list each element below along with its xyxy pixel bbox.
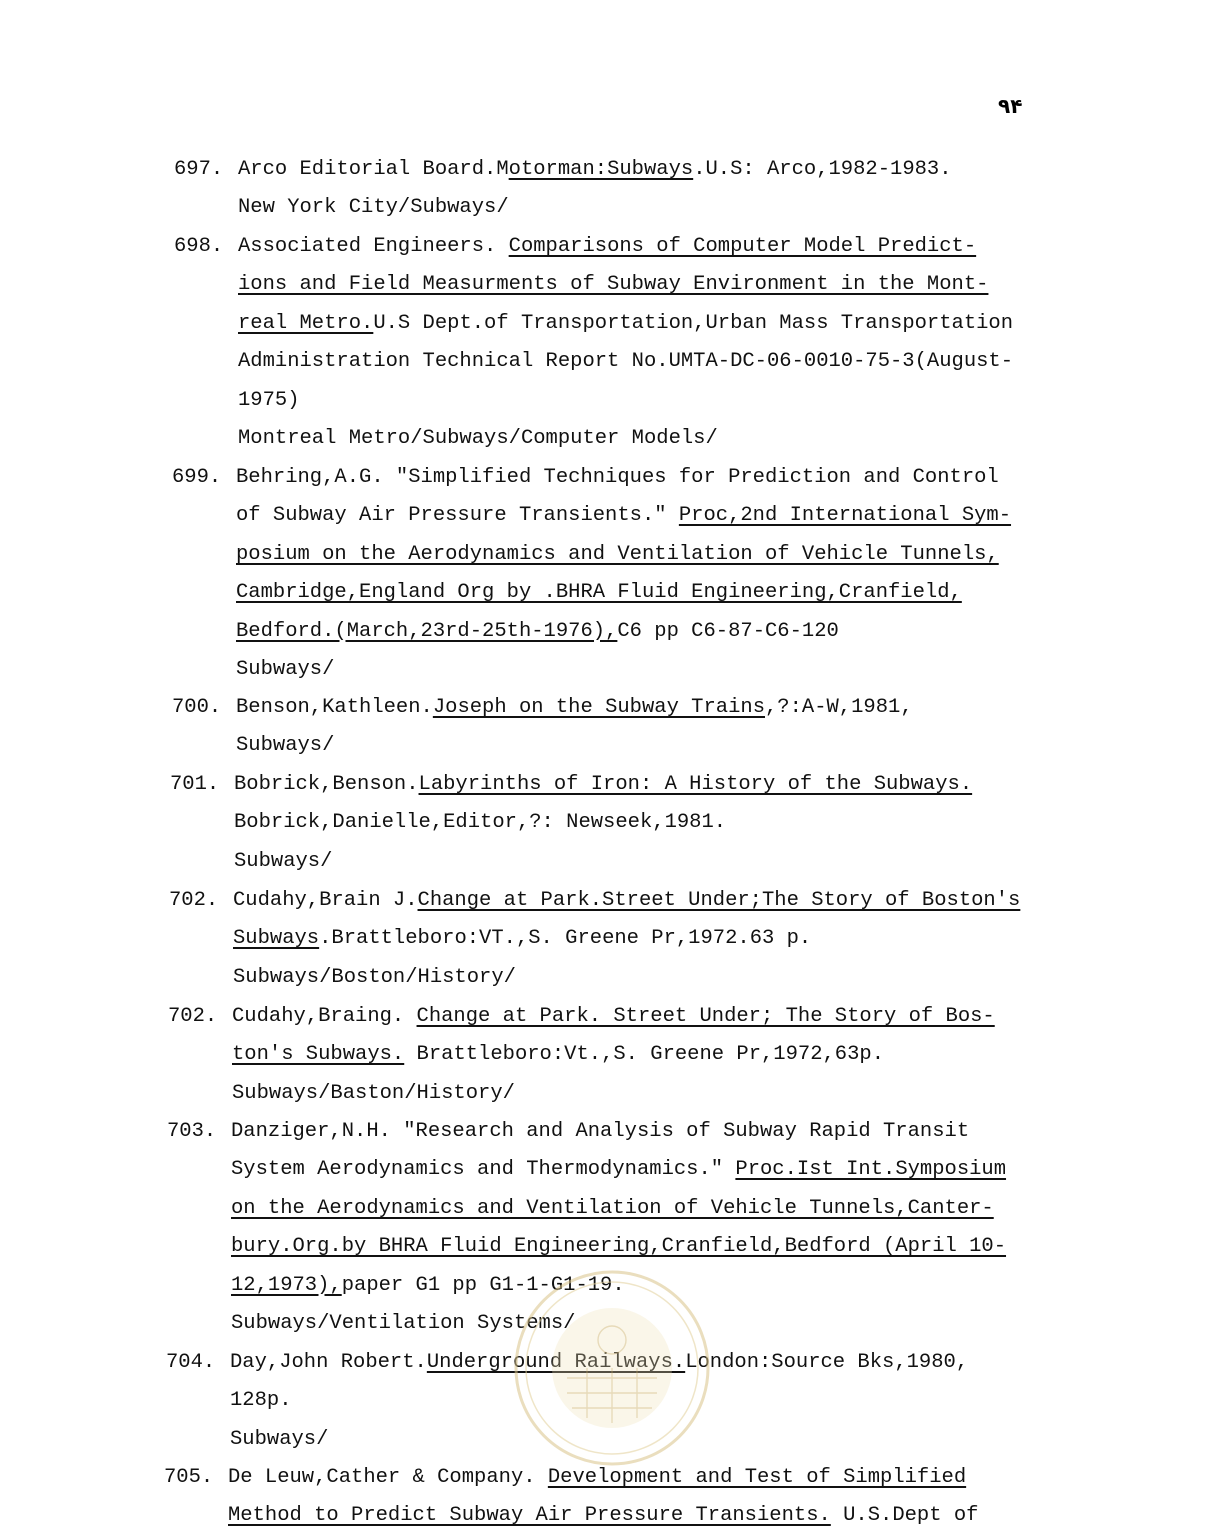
entry-line — [233, 959, 1020, 997]
bibliography-entry — [166, 1344, 969, 1459]
entry-text: U.S Dept.of Transportation,Urban Mass Transportation — [373, 311, 1014, 335]
entry-line — [236, 459, 1011, 497]
bibliography-entry — [174, 228, 1014, 458]
underlined-title-text: Joseph on the Subway Trains — [432, 696, 765, 719]
entry-text: paper G1 pp G1-1-G1-19. — [341, 1273, 625, 1297]
underlined-title-text: Comparisons of Computer Model Predict- — [508, 235, 977, 258]
entry-text: Subways/Boston/History/ — [233, 965, 516, 989]
entry-line — [238, 151, 952, 189]
bibliography-entry — [172, 689, 913, 766]
entry-text: De Leuw,Cather & Company. — [228, 1466, 548, 1489]
entry-text: Benson,Kathleen. — [236, 696, 433, 719]
entry-number: 700. — [172, 696, 222, 719]
entry-text: Subways/Ventilation Systems/ — [231, 1311, 576, 1335]
entry-line — [231, 1113, 1006, 1151]
entry-text: .U.S: Arco,1982-1983. — [693, 158, 952, 181]
entry-text: Arco Editorial Board.M — [238, 158, 509, 181]
entry-line — [236, 727, 913, 765]
entry-line — [231, 1151, 1006, 1189]
underlined-title-text: Proc.Ist Int.Symposium — [735, 1158, 1007, 1182]
entry-text: London:Source Bks,1980, — [685, 1351, 969, 1374]
entry-line — [231, 1228, 1006, 1266]
underlined-title-text: posium on the Aerodynamics and Ventilation of Vehicle Tunnels, — [236, 542, 999, 566]
entry-line — [231, 1190, 1006, 1228]
entry-text: Danziger,N.H. "Research and Analysis of Subway Rapid Transit — [231, 1120, 970, 1143]
entry-line — [230, 1382, 968, 1420]
entry-text: Subways/Baston/History/ — [232, 1081, 515, 1105]
entry-text: C6 pp C6-87-C6-120 — [617, 619, 839, 643]
entry-text: New York City/Subways/ — [238, 196, 509, 220]
bibliography-entry — [170, 766, 973, 881]
underlined-title-text: on the Aerodynamics and Ventilation of Vehicle Tunnels,Canter- — [231, 1196, 994, 1220]
entry-line — [234, 843, 972, 881]
bibliography-entry — [167, 1113, 1007, 1343]
entry-line — [236, 574, 1011, 612]
entry-line — [233, 882, 1020, 920]
entry-text: of Subway Air Pressure Transients." — [236, 504, 679, 528]
bibliography-entry — [174, 151, 952, 228]
entry-line — [230, 1421, 968, 1459]
underlined-title-text: Change at Park.Street Under;The Story of Boston's — [417, 889, 1021, 912]
bibliography-entry — [164, 1459, 979, 1536]
entry-line — [236, 613, 1011, 651]
entry-text: ,?:A-W,1981, — [765, 696, 913, 719]
underlined-title-text: otorman:Subways — [508, 158, 694, 181]
entry-text: System Aerodynamics and Thermodynamics." — [231, 1158, 736, 1182]
underlined-title-text: Method to Predict Subway Air Pressure Transients. — [228, 1504, 831, 1528]
entry-line — [228, 1459, 978, 1497]
entry-line — [231, 1267, 1006, 1305]
entry-text: Behring,A.G. "Simplified Techniques for Prediction and Control — [236, 466, 999, 489]
entry-text: Bobrick,Benson. — [234, 773, 419, 796]
entry-text: 128p. — [230, 1389, 292, 1413]
entry-text: Subways/ — [230, 1427, 329, 1451]
entry-number: 697. — [174, 158, 224, 181]
underlined-title-text: Labyrinths of Iron: A History of the Subways. — [418, 773, 973, 796]
entry-number: 701. — [170, 773, 220, 796]
underlined-title-text: real Metro. — [238, 311, 374, 335]
entry-line — [238, 420, 1013, 458]
entry-text: Subways/ — [234, 849, 333, 873]
page-number: ۹۴ — [998, 94, 1023, 118]
bibliography-entry — [169, 882, 1021, 997]
entry-line — [238, 189, 952, 227]
entry-line — [238, 266, 1013, 304]
entry-text: Cudahy,Brain J. — [233, 889, 418, 912]
entry-line — [231, 1305, 1006, 1343]
entry-line — [234, 804, 972, 842]
entry-text: Montreal Metro/Subways/Computer Models/ — [238, 426, 718, 450]
entry-number: 705. — [164, 1466, 214, 1489]
entry-text: .Brattleboro:VT.,S. Greene Pr,1972.63 p. — [319, 927, 812, 951]
underlined-title-text: Cambridge,England Org by .BHRA Fluid Engineering,Cranfield, — [236, 581, 962, 605]
underlined-title-text: Bedford.(March,23rd-25th-1976), — [236, 619, 618, 643]
entry-line — [236, 689, 913, 727]
entry-line — [238, 228, 1013, 266]
entry-number: 699. — [172, 466, 222, 489]
bibliography-entry — [168, 998, 995, 1113]
entry-line — [228, 1497, 978, 1535]
entry-line — [232, 998, 995, 1036]
entry-text: Associated Engineers. — [238, 235, 509, 258]
entry-number: 704. — [166, 1351, 216, 1374]
underlined-title-text: Development and Test of Simplified — [547, 1466, 967, 1489]
entry-text: Brattleboro:Vt.,S. Greene Pr,1972,63p. — [404, 1043, 885, 1067]
entry-number: 703. — [167, 1120, 217, 1143]
entry-number: 702. — [169, 889, 219, 912]
entry-text: Day,John Robert. — [230, 1351, 427, 1374]
entry-line — [236, 651, 1011, 689]
entry-line — [232, 1036, 995, 1074]
entry-line — [236, 536, 1011, 574]
entry-line — [234, 766, 972, 804]
underlined-title-text: Change at Park. Street Under; The Story of Bos- — [416, 1005, 995, 1028]
underlined-title-text: bury.Org.by BHRA Fluid Engineering,Cranfield,Bedford (April 10- — [231, 1235, 1007, 1259]
entry-text: Administration Technical Report No.UMTA-DC-06-0010-75-3(August- — [238, 350, 1014, 374]
entry-text: Subways/ — [236, 657, 335, 681]
entry-line — [232, 1075, 995, 1113]
entry-line — [236, 497, 1011, 535]
entry-number: 702. — [168, 1005, 218, 1028]
entry-text: Cudahy,Braing. — [232, 1005, 417, 1028]
underlined-title-text: Proc,2nd International Sym- — [678, 504, 1012, 528]
entry-line — [233, 920, 1020, 958]
underlined-title-text: ton's Subways. — [232, 1043, 405, 1067]
entry-line — [238, 382, 1013, 420]
entry-line — [238, 343, 1013, 381]
entry-text: Subways/ — [236, 734, 335, 758]
underlined-title-text: 12,1973), — [231, 1273, 342, 1297]
entry-text: Bobrick,Danielle,Editor,?: Newseek,1981. — [234, 811, 727, 835]
underlined-title-text: Subways — [233, 927, 320, 951]
entry-text: U.S.Dept of — [830, 1504, 979, 1528]
entry-text: 1975) — [238, 388, 300, 412]
entry-line — [230, 1344, 968, 1382]
underlined-title-text: Underground Railways. — [426, 1351, 686, 1374]
bibliography-entry — [172, 459, 1012, 689]
entry-line — [238, 305, 1013, 343]
entry-number: 698. — [174, 235, 224, 258]
underlined-title-text: ions and Field Measurments of Subway Environment in the Mont- — [238, 273, 989, 297]
